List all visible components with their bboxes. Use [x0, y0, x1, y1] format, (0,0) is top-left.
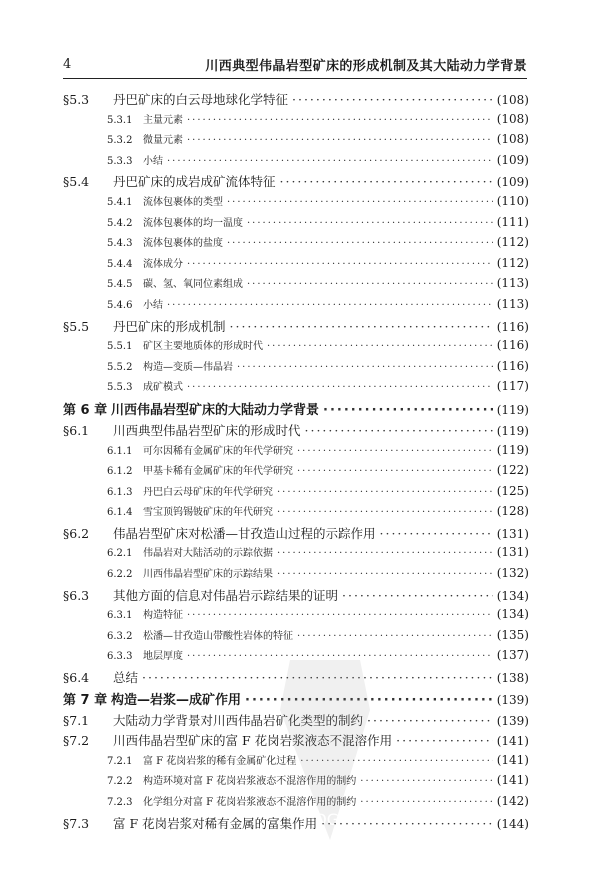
toc-page-number: (110) [496, 193, 529, 208]
toc-title: 构造环境对富 F 花岗岩浆液态不混溶作用的制约 [143, 776, 357, 788]
toc-title: 碳、氢、氧同位素组成 [143, 279, 243, 291]
toc-title: 其他方面的信息对伟晶岩示踪结果的证明 [113, 587, 339, 603]
toc-title: 丹巴白云母矿床的年代学研究 [143, 486, 273, 498]
toc-entry-sub [63, 255, 529, 276]
dot-leader [167, 156, 493, 167]
toc-title: 地层厚度 [143, 651, 183, 663]
watermark-text: PDG [304, 810, 340, 829]
toc-page-number: (108) [496, 93, 529, 107]
toc-number: 6.1.1 [107, 445, 133, 457]
dot-leader [227, 197, 493, 208]
dot-leader [396, 733, 493, 748]
dot-leader [297, 466, 493, 477]
dot-leader [277, 507, 493, 518]
toc-title: 主量元素 [143, 114, 183, 126]
toc-entry-sub [63, 358, 529, 379]
toc-title: 川西伟晶岩型矿床的示踪结果 [143, 569, 273, 581]
toc-title: 化学组分对富 F 花岗岩浆液态不混溶作用的制约 [143, 797, 357, 808]
toc-page-number: (144) [496, 816, 529, 831]
toc-page-number: (116) [496, 338, 529, 353]
toc-entry-sec [63, 421, 529, 442]
toc-number: §7.2 [63, 733, 90, 749]
toc-entry-sec [63, 524, 529, 545]
toc-title: 伟晶岩型矿床对松潘—甘孜造山过程的示踪作用 [113, 525, 376, 541]
toc-page-number: (111) [496, 214, 529, 229]
toc-title: 流体包裹体的均一温度 [143, 217, 243, 229]
dot-leader [247, 218, 493, 229]
dot-leader [323, 403, 493, 418]
toc-title: 成矿模式 [143, 382, 183, 394]
dot-leader [187, 135, 493, 146]
toc-entry-sub [63, 234, 529, 255]
dot-leader [277, 569, 493, 580]
toc-entry-sub [63, 152, 529, 173]
toc-number: 6.2.1 [107, 548, 133, 560]
toc-number: 6.2.2 [107, 569, 133, 581]
toc-title: 矿区主要地质体的形成时代 [143, 341, 263, 353]
dot-leader [277, 548, 493, 559]
toc-number: 5.3.1 [107, 114, 133, 126]
dot-leader [187, 610, 493, 621]
toc-number: 5.4.1 [107, 196, 133, 208]
toc-page-number: (125) [496, 483, 529, 498]
toc-page-number: (139) [496, 692, 529, 707]
toc-page-number: (141) [496, 734, 529, 749]
toc-page-number: (112) [496, 235, 529, 250]
toc-entry-sub [63, 627, 529, 648]
toc-number: 6.1.4 [107, 507, 133, 519]
toc-title: 构造特征 [143, 610, 183, 622]
toc-page-number: (117) [496, 379, 529, 394]
toc-title: 总结 [113, 670, 139, 686]
toc-entry-sub [63, 111, 529, 132]
toc-number: 6.3.2 [107, 630, 133, 642]
toc-page-number: (108) [496, 111, 529, 126]
dot-leader [230, 319, 493, 334]
toc-page-number: (132) [496, 566, 529, 581]
toc-number: §6.4 [63, 670, 90, 686]
toc-page-number: (119) [496, 423, 529, 438]
dot-leader [167, 300, 493, 311]
toc-number: §5.5 [63, 318, 90, 334]
toc-title: 雪宝顶钨锡铍矿床的年代研究 [143, 507, 273, 519]
toc-number: 6.3.1 [107, 610, 133, 622]
toc-number: 7.2.3 [107, 797, 133, 808]
toc-entry-sub [63, 462, 529, 483]
toc-number: 5.5.1 [107, 341, 133, 353]
toc-entry-sub [63, 565, 529, 586]
toc-page-number: (137) [496, 648, 529, 663]
toc-page-number: (119) [496, 442, 529, 457]
toc-number: 5.4.2 [107, 217, 133, 229]
toc-page-number: (141) [496, 752, 529, 767]
running-title: 川西典型伟晶岩型矿床的形成机制及其大陆动力学背景 [205, 59, 527, 74]
toc-entry-sub [63, 275, 529, 296]
toc-number: 第 6 章 [63, 402, 108, 418]
toc-title: 流体包裹体的盐度 [143, 238, 223, 250]
dot-leader [277, 487, 493, 498]
toc-entry-sub [63, 442, 529, 463]
toc-title: 丹巴矿床的白云母地球化学特征 [113, 92, 289, 107]
toc-entry-sec [63, 317, 529, 338]
dot-leader [380, 526, 493, 541]
header-rule [63, 78, 527, 79]
toc-title: 丹巴矿床的成岩成矿流体特征 [113, 174, 276, 190]
toc-number: 5.5.2 [107, 361, 133, 373]
toc-title: 松潘—甘孜造山带酸性岩体的特征 [143, 630, 293, 642]
toc-entry-sec [63, 90, 529, 111]
dot-leader [342, 588, 493, 603]
dot-leader [227, 238, 493, 249]
toc-number: §6.1 [63, 422, 90, 438]
toc-number: §7.3 [63, 815, 90, 831]
toc-title: 构造—变质—伟晶岩 [143, 361, 233, 373]
toc-number: §7.1 [63, 712, 90, 728]
toc-entry-sub [63, 337, 529, 358]
toc-title: 微量元素 [143, 135, 183, 147]
toc-number: §6.3 [63, 587, 90, 603]
toc-page-number: (113) [496, 276, 529, 291]
toc-number: 5.3.3 [107, 155, 133, 167]
toc-number: 5.4.5 [107, 279, 133, 291]
toc-title: 可尔因稀有金属矿床的年代学研究 [143, 445, 293, 457]
dot-leader [297, 631, 493, 642]
toc-title: 流体成分 [143, 258, 183, 270]
toc-page-number: (135) [496, 627, 529, 642]
toc-entry-sub [63, 378, 529, 399]
toc-title: 小结 [143, 299, 163, 311]
toc-title: 富 F 花岗岩浆对稀有金属的富集作用 [113, 815, 318, 831]
dot-leader [280, 174, 493, 189]
toc-entry-sec [63, 172, 529, 193]
dot-leader [360, 776, 492, 787]
toc-number: 5.5.3 [107, 382, 133, 394]
toc-number: 5.3.2 [107, 135, 133, 147]
toc-title: 流体包裹体的类型 [143, 196, 223, 208]
page-number: 4 [63, 57, 72, 72]
toc-number: §5.3 [63, 92, 90, 107]
dot-leader [187, 382, 493, 393]
dot-leader [367, 713, 493, 728]
toc-page-number: (108) [496, 132, 529, 147]
toc-title: 构造—岩浆—成矿作用 [111, 692, 242, 708]
toc-title: 川西典型伟晶岩型矿床的形成时代 [113, 422, 301, 438]
dot-leader [297, 446, 493, 457]
toc-page-number: (131) [496, 526, 529, 541]
toc-number: 7.2.1 [107, 755, 133, 767]
toc-page-number: (122) [496, 463, 529, 478]
dot-leader [187, 115, 493, 126]
page-header [63, 55, 527, 77]
toc-page-number: (109) [496, 152, 529, 167]
toc-page-number: (134) [496, 588, 529, 603]
toc-entry-sub [63, 131, 529, 152]
toc-number: 5.4.6 [107, 299, 133, 311]
toc-title: 伟晶岩对大陆活动的示踪依据 [143, 548, 273, 560]
toc-title: 大陆动力学背景对川西伟晶岩矿化类型的制约 [113, 712, 364, 728]
toc-page-number: (139) [496, 713, 529, 728]
toc-page-number: (119) [496, 402, 529, 417]
toc-title: 富 F 花岗岩浆的稀有金属矿化过程 [143, 755, 297, 767]
toc-number: 6.1.3 [107, 486, 133, 498]
dot-leader [187, 259, 493, 270]
dot-leader [247, 279, 493, 290]
toc-page-number: (109) [496, 175, 529, 190]
toc-entry-sub [63, 544, 529, 565]
toc-page-number: (134) [496, 607, 529, 622]
toc-page-number: (116) [496, 319, 529, 334]
watermark-logo [270, 650, 380, 850]
dot-leader [237, 362, 493, 373]
toc-number: 7.2.2 [107, 776, 133, 788]
toc-page-number: (116) [496, 358, 529, 373]
toc-number: 6.3.3 [107, 651, 133, 663]
toc-page-number: (128) [496, 504, 529, 519]
toc-title: 丹巴矿床的形成机制 [113, 318, 226, 334]
dot-leader [360, 797, 492, 808]
toc-title: 川西伟晶岩型矿床的富 F 花岗岩浆液态不混溶作用 [113, 733, 393, 749]
toc-title: 川西伟晶岩型矿床的大陆动力学背景 [111, 402, 320, 418]
dot-leader [305, 423, 493, 438]
toc-page-number: (142) [496, 794, 529, 808]
toc-number: §6.2 [63, 525, 90, 541]
toc-title: 甲基卡稀有金属矿床的年代学研究 [143, 466, 293, 478]
toc-entry-sub [63, 193, 529, 214]
toc-entry-sub [63, 606, 529, 627]
toc-entry-sub [63, 214, 529, 235]
toc-entry-sec [63, 586, 529, 607]
toc-number: 6.1.2 [107, 466, 133, 478]
toc-number: 5.4.3 [107, 238, 133, 250]
toc-entry-sub [63, 483, 529, 504]
toc-title: 小结 [143, 155, 163, 167]
toc-number: 第 7 章 [63, 692, 108, 708]
dot-leader [292, 92, 493, 107]
toc-page-number: (113) [496, 296, 529, 311]
toc-page-number: (131) [496, 545, 529, 560]
toc-entry-sub [63, 503, 529, 524]
toc-page-number: (138) [496, 671, 529, 686]
toc-page-number: (112) [496, 255, 529, 270]
toc-page-number: (141) [496, 773, 529, 788]
toc-number: §5.4 [63, 174, 90, 190]
toc-entry-chap [63, 399, 529, 421]
dot-leader [267, 341, 493, 352]
toc-entry-sub [63, 296, 529, 317]
toc-number: 5.4.4 [107, 258, 133, 270]
